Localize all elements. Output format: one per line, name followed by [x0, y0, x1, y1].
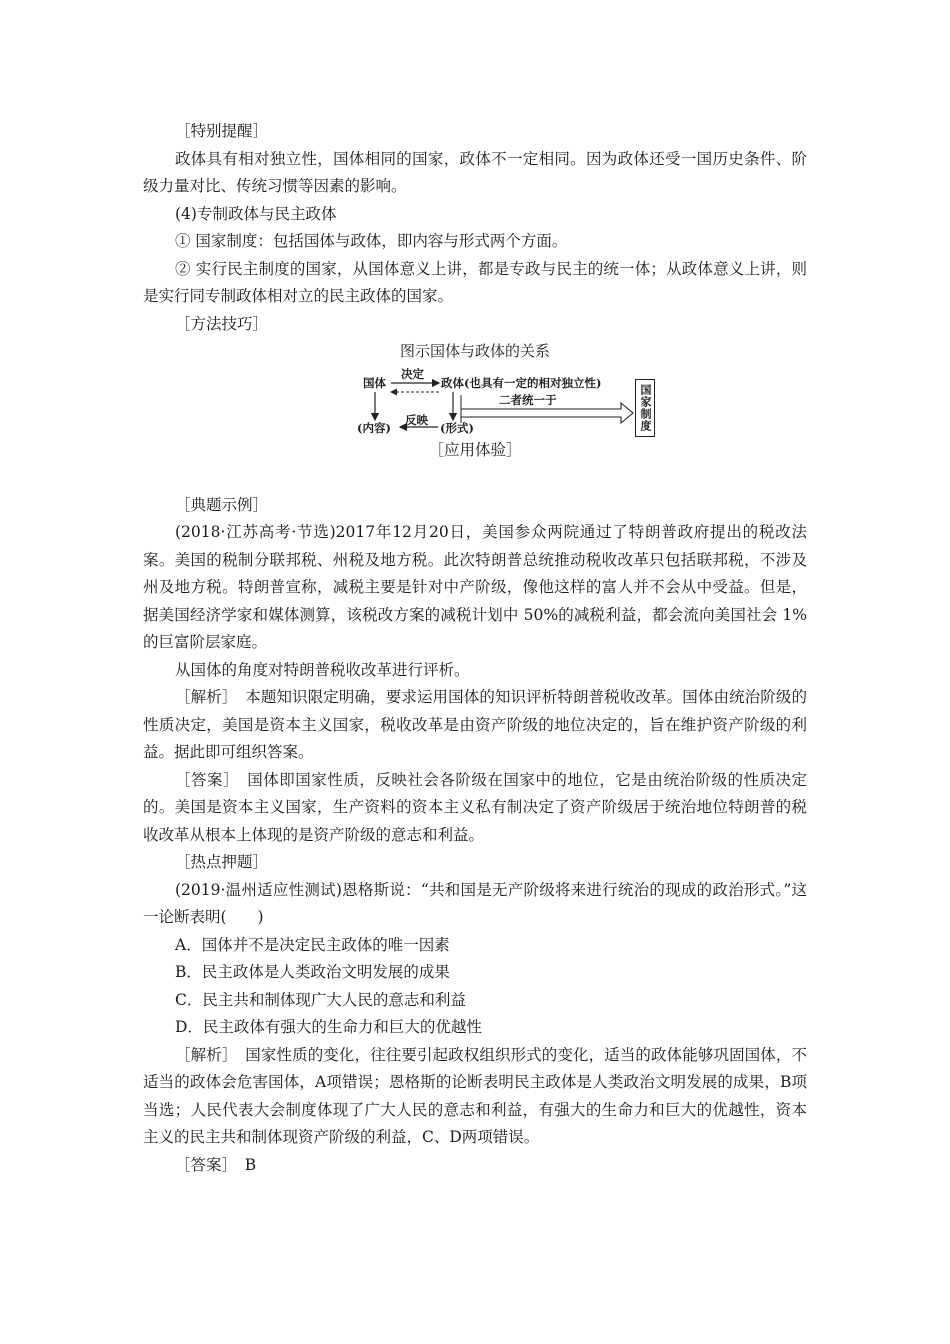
item-4-heading: (4)专制政体与民主政体 — [175, 204, 337, 223]
zhengti-label: 政体(也具有一定的相对独立性) — [441, 376, 602, 390]
hot-question-text: (2019·温州适应性测试)恩格斯说：“共和国是无产阶级将来进行统治的现成的政治形式。”这一论断表明( ) — [143, 880, 807, 926]
item-4-point-1: ① 国家制度：包括国体与政体，即内容与形式两个方面。 — [175, 232, 568, 250]
guojia-zhidu-label: 国家制度 — [639, 384, 652, 432]
option-d: D．民主政体有强大的生命力和巨大的优越性 — [175, 1018, 482, 1036]
guoti-label: 国体 — [363, 376, 386, 390]
example-question: 从国体的角度对特朗普税收改革进行评析。 — [175, 660, 470, 679]
section-hot-heading: ［热点押题］ — [175, 853, 269, 871]
option-c: C．民主共和制体现广大人民的意志和利益 — [175, 990, 466, 1009]
example-analysis: ［解析］ 本题知识限定明确，要求运用国体的知识评析特朗普税收改革。国体由统治阶级的性质决定，美国是资本主义国家，税收改革是由资产阶级的地位决定的，旨在维护资产阶级的利益。据此即可组织答案。 — [143, 688, 807, 761]
section-apply-heading: ［应用体验］ — [428, 441, 522, 459]
option-a: A．国体并不是决定民主政体的唯一因素 — [175, 935, 450, 954]
section-tip-heading: ［特别提醒］ — [175, 122, 269, 140]
document-page — [143, 118, 807, 1179]
fanying-label: 反映 — [405, 413, 428, 427]
hot-analysis: ［解析］ 国家性质的变化，往往要引起政权组织形式的变化，适当的政体能够巩固国体，不适当的政体会危害国体，A项错误；恩格斯的论断表明民主政体是人类政治文明发展的成果，B项当选；人民代表大会制度体现了广大人民的意志和利益，有强大的生命力和巨大的优越性，资本主义的民主共和制体现资产阶级的利益，C、D两项错误。 — [143, 1045, 807, 1146]
example-answer: ［答案］ 国体即国家性质，反映社会各阶级在国家中的地位，它是由统治阶级的性质决定的。美国是资本主义国家，生产资料的资本主义私有制决定了资产阶级居于统治地位特朗普的税收改革从根本上体现的是资产阶级的意志和利益。 — [143, 770, 807, 844]
jueding-label: 决定 — [401, 367, 424, 381]
hot-answer: ［答案］ B — [175, 1155, 257, 1174]
tip-text: 政体具有相对独立性，国体相同的国家，政体不一定相同。因为政体还受一国历史条件、阶级力量对比、传统习惯等因素的影响。 — [143, 149, 807, 195]
section-example-heading: ［典题示例］ — [175, 495, 269, 514]
figure-title: 图示国体与政体的关系 — [399, 342, 550, 360]
guojia-zhidu-box — [635, 379, 655, 437]
xingshi-label: (形式) — [440, 421, 474, 435]
section-method-heading: ［方法技巧］ — [175, 314, 269, 333]
relation-diagram — [143, 365, 807, 437]
item-4-point-2: ② 实行民主制度的国家，从国体意义上讲，都是专政与民主的统一体；从政体意义上讲，则是实行同专制政体相对立的民主政体的国家。 — [143, 259, 807, 305]
neirong-label: (内容) — [357, 421, 391, 435]
option-b: B．民主政体是人类政治文明发展的成果 — [175, 963, 450, 981]
tongyi-label: 二者统一于 — [499, 393, 557, 407]
example-text: (2018·江苏高考·节选)2017年12月20日，美国参众两院通过了特朗普政府提出的税改法案。美国的税制分联邦税、州税及地方税。此次特朗普总统推动税收改革只包括联邦税，不涉及州及地方税。特朗普宣称，减税主要是针对中产阶级，像他这样的富人并不会从中受益。但是，据美国经济学家和媒体测算，该税改方案的减税计划中 50%的减税利益，都会流向美国社会 1%的巨富阶层家庭。 — [143, 523, 807, 651]
